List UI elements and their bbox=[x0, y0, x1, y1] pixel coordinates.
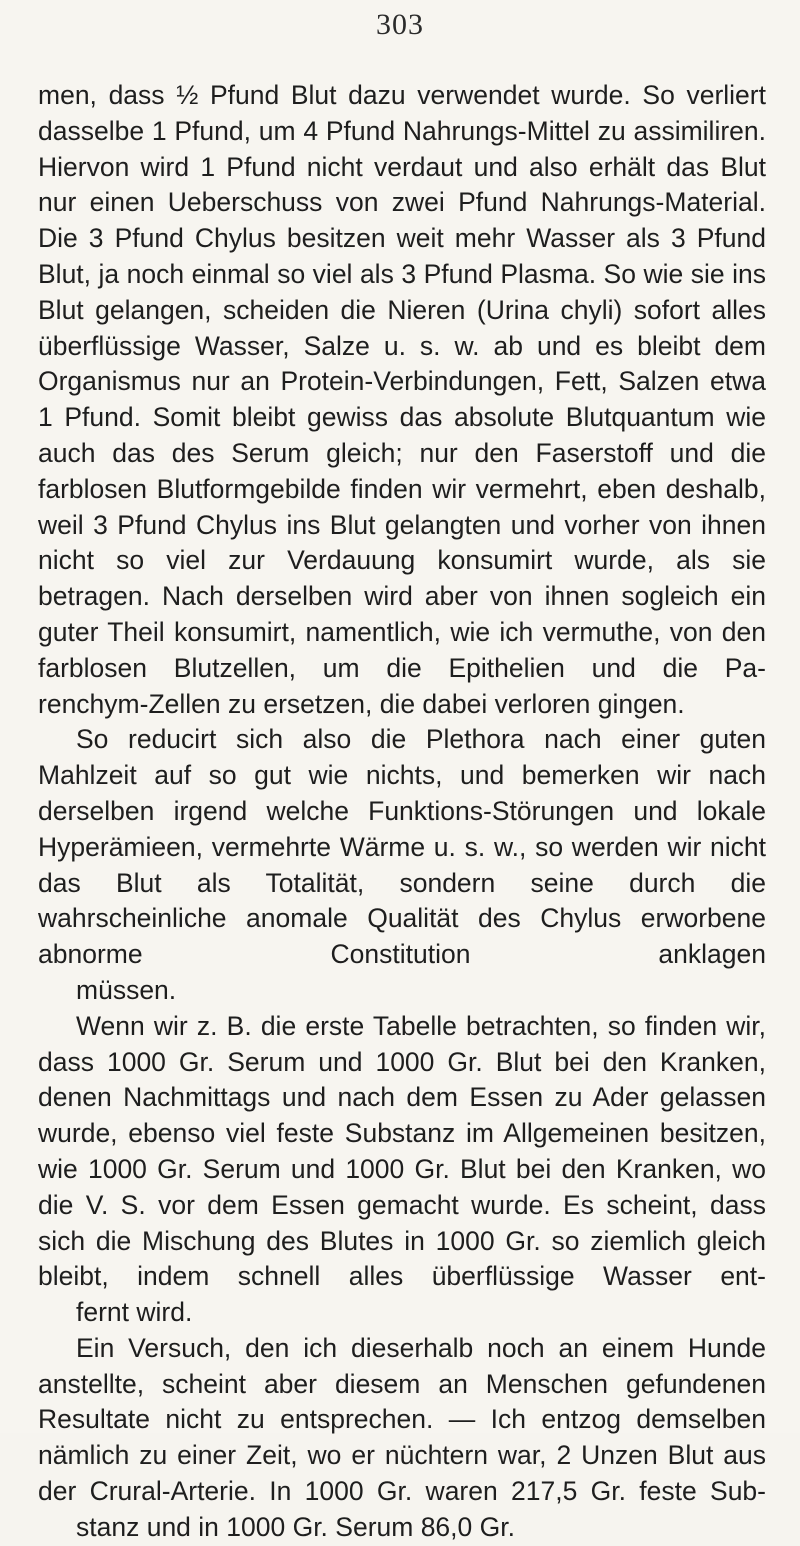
paragraph-2-body: So reducirt sich also die Plethora nach einer guten Mahlzeit auf so gut wie nichts, und bemerken wir nach derselben irgend welche Funktions-Störungen und lokale Hyperämieen, vermehrte Wärme u. s. w., so werden wir nicht das Blut als Totalität, sondern seine durch die wahrscheinliche anomale Qualität des Chylus erworbene abnorme Constitution anklagen bbox=[38, 724, 766, 970]
body-text bbox=[38, 78, 766, 1546]
paragraph-3-last-line: fernt wird. bbox=[76, 1297, 193, 1328]
paragraph-4-last-line: stanz und in 1000 Gr. Serum 86,0 Gr. bbox=[76, 1511, 515, 1542]
paragraph-4 bbox=[38, 1331, 766, 1546]
paragraph-2 bbox=[38, 722, 766, 1008]
paragraph-2-last-line: müssen. bbox=[76, 974, 177, 1005]
paragraph-1 bbox=[38, 78, 766, 722]
paragraph-1-body: men, dass ½ Pfund Blut dazu verwendet wurde. So verliert dasselbe 1 Pfund, um 4 Pfund Nahrungs-Mittel zu assimiliren. Hiervon wird 1 Pfund nicht verdaut und also erhält das Blut nur einen Ueberschuss von zwei Pfund Nahrungs-Material. Die 3 Pfund Chylus besitzen weit mehr Wasser als 3 Pfund Blut, ja noch einmal so viel als 3 Pfund Plasma. So wie sie ins Blut gelangen, scheiden die Nieren (Urina chyli) sofort alles überflüssige Wasser, Salze u. s. w. ab und es bleibt dem Organismus nur an Protein-Verbindungen, Fett, Salzen etwa 1 Pfund. Somit bleibt gewiss das absolute Blutquantum wie auch das des Serum gleich; nur den Faserstoff und die farblosen Blutformgebilde finden wir vermehrt, eben deshalb, weil 3 Pfund Chylus ins Blut gelangten und vorher von ihnen nicht so viel zur Verdauung konsumirt wurde, als sie betragen. Nach derselben wird aber von ihnen sogleich ein guter Theil konsumirt, namentlich, wie ich vermuthe, von den farblosen Blutzellen, um die Epithelien und die Pa- bbox=[38, 80, 766, 683]
page-number: 303 bbox=[376, 8, 424, 41]
paragraph-3-body: Wenn wir z. B. die erste Tabelle betrachten, so finden wir, dass 1000 Gr. Serum und 1000 Gr. Blut bei den Kranken, denen Nachmittags und nach dem Essen zu Ader gelassen wurde, ebenso viel feste Substanz im Allgemeinen besitzen, wie 1000 Gr. Serum und 1000 Gr. Blut bei den Kranken, wo die V. S. vor dem Essen gemacht wurde. Es scheint, dass sich die Mischung des Blutes in 1000 Gr. so ziemlich gleich bleibt, indem schnell alles überflüssige Wasser ent- bbox=[38, 1010, 766, 1292]
paragraph-1-last-line: renchym-Zellen zu ersetzen, die dabei verloren gingen. bbox=[38, 688, 685, 719]
paragraph-3 bbox=[38, 1009, 766, 1331]
paragraph-4-body: Ein Versuch, den ich dieserhalb noch an einem Hunde anstellte, scheint aber diesem an Menschen gefundenen Resultate nicht zu entsprechen. — Ich entzog demselben nämlich zu einer Zeit, wo er nüchtern war, 2 Unzen Blut aus der Crural-Arterie. In 1000 Gr. waren 217,5 Gr. feste Sub- bbox=[38, 1332, 766, 1507]
